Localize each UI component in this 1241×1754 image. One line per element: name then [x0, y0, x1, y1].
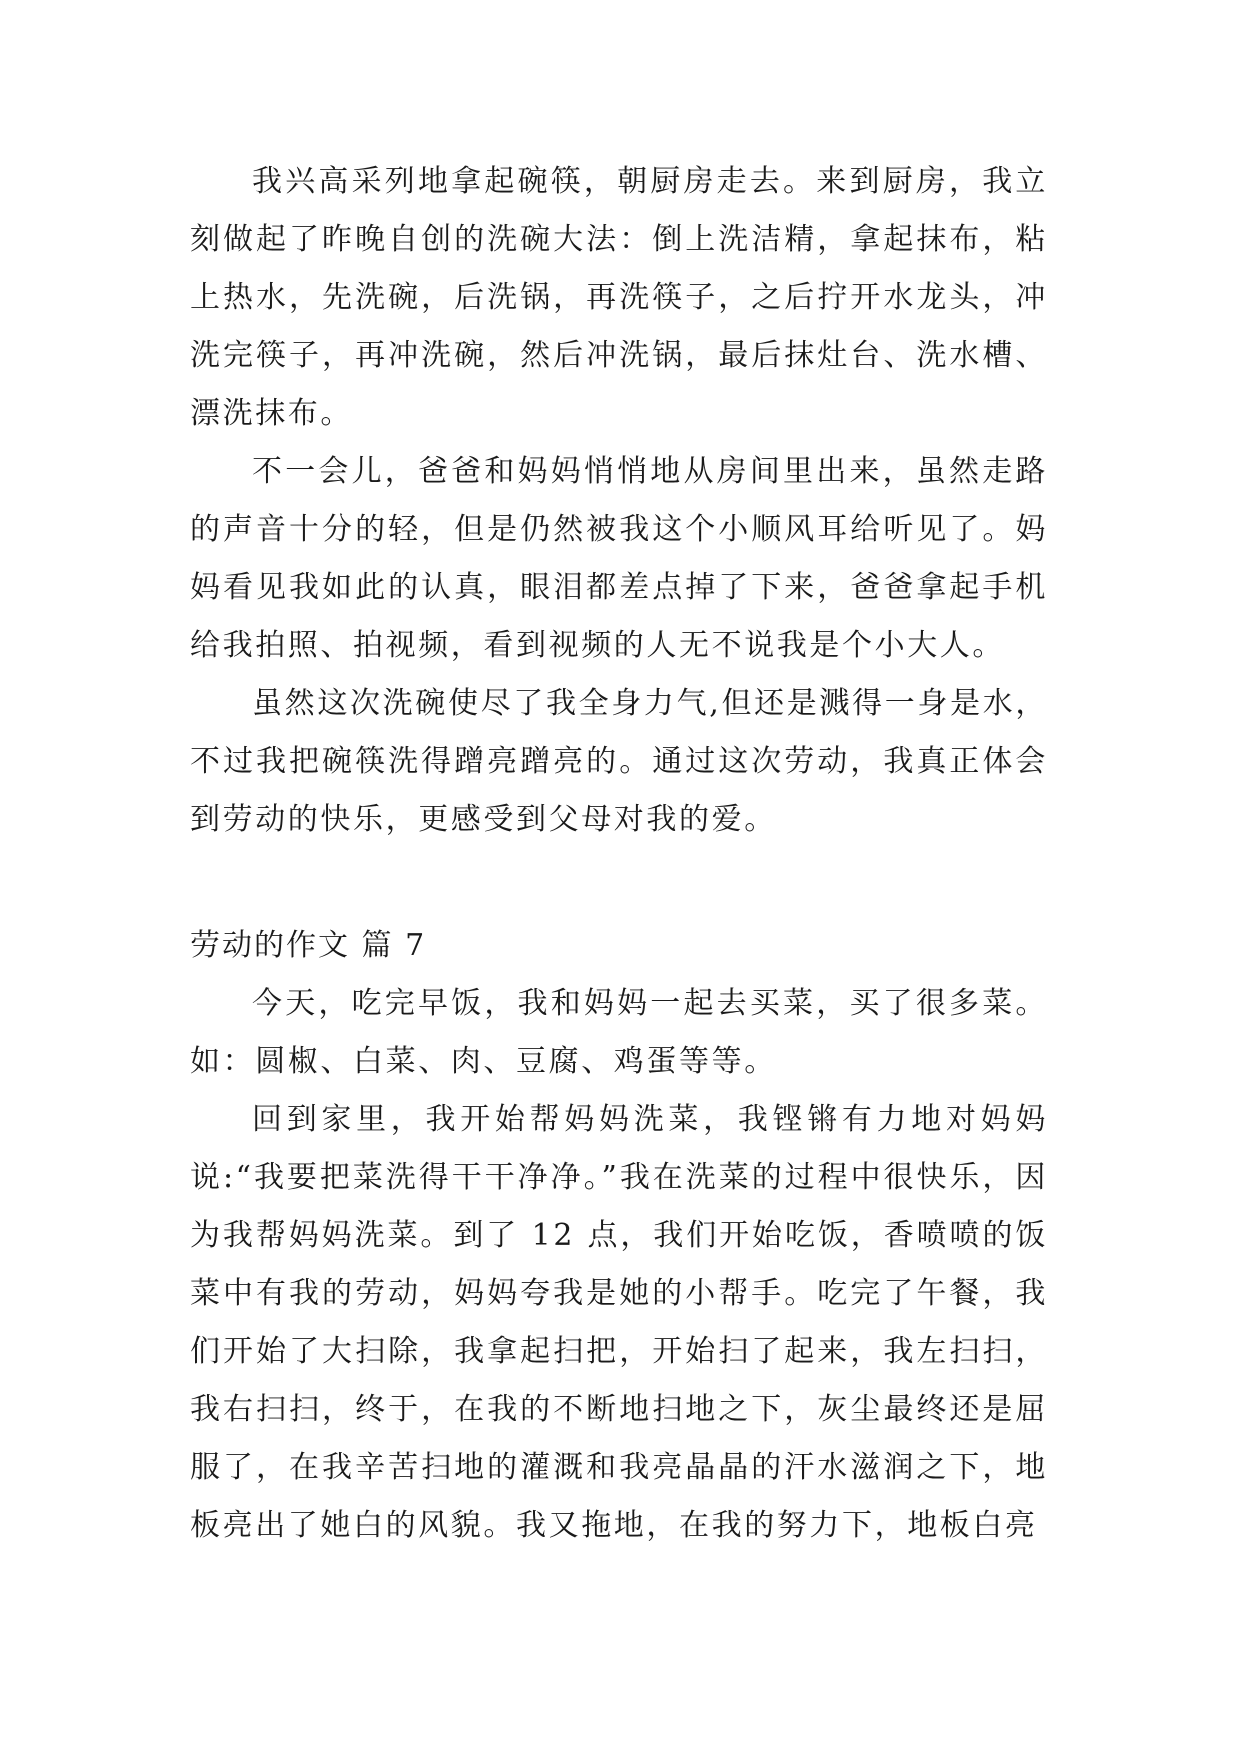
section-title: 劳动的作文 篇 7: [190, 928, 427, 963]
paragraph-cleaning: 回到家里，我开始帮妈妈洗菜，我铿锵有力地对妈妈说:“我要把菜洗得干干净净。”我在洗菜的过程中很快乐，因为我帮妈妈洗菜。到了 12 点，我们开始吃饭，香喷喷的饭菜中有我的劳动，妈妈夸我是她的小帮手。吃完了午餐，我们开始了大扫除，我拿起扫把，开始扫了起来，我左扫扫，我右扫扫，终于，在我的不断地扫地之下，灰尘最终还是屈服了，在我辛苦扫地的灌溉和我亮晶晶的汗水滋润之下，地板亮出了她白的风貌。我又拖地，在我的努力下，地板白亮: [190, 1102, 1048, 1543]
paragraph-conclusion: 虽然这次洗碗使尽了我全身力气,但还是溅得一身是水，不过我把碗筷洗得蹭亮蹭亮的。通过这次劳动，我真正体会到劳动的快乐，更感受到父母对我的爱。: [190, 686, 1048, 837]
paragraph-parents-watch: 不一会儿，爸爸和妈妈悄悄地从房间里出来，虽然走路的声音十分的轻，但是仍然被我这个小顺风耳给听见了。妈妈看见我如此的认真，眼泪都差点掉了下来，爸爸拿起手机给我拍照、拍视频，看到视频的人无不说我是个小大人。: [190, 454, 1048, 663]
paragraph-dishwashing: 我兴高采列地拿起碗筷，朝厨房走去。来到厨房，我立刻做起了昨晚自创的洗碗大法：倒上洗洁精，拿起抹布，粘上热水，先洗碗，后洗锅，再洗筷子，之后拧开水龙头，冲洗完筷子，再冲洗碗，然后冲洗锅，最后抹灶台、洗水槽、漂洗抹布。: [190, 164, 1048, 431]
section-spacer: [190, 849, 1048, 917]
paragraph-shopping: 今天，吃完早饭，我和妈妈一起去买菜，买了很多菜。如：圆椒、白菜、肉、豆腐、鸡蛋等等。: [190, 986, 1048, 1079]
document-page: [190, 153, 1048, 1555]
